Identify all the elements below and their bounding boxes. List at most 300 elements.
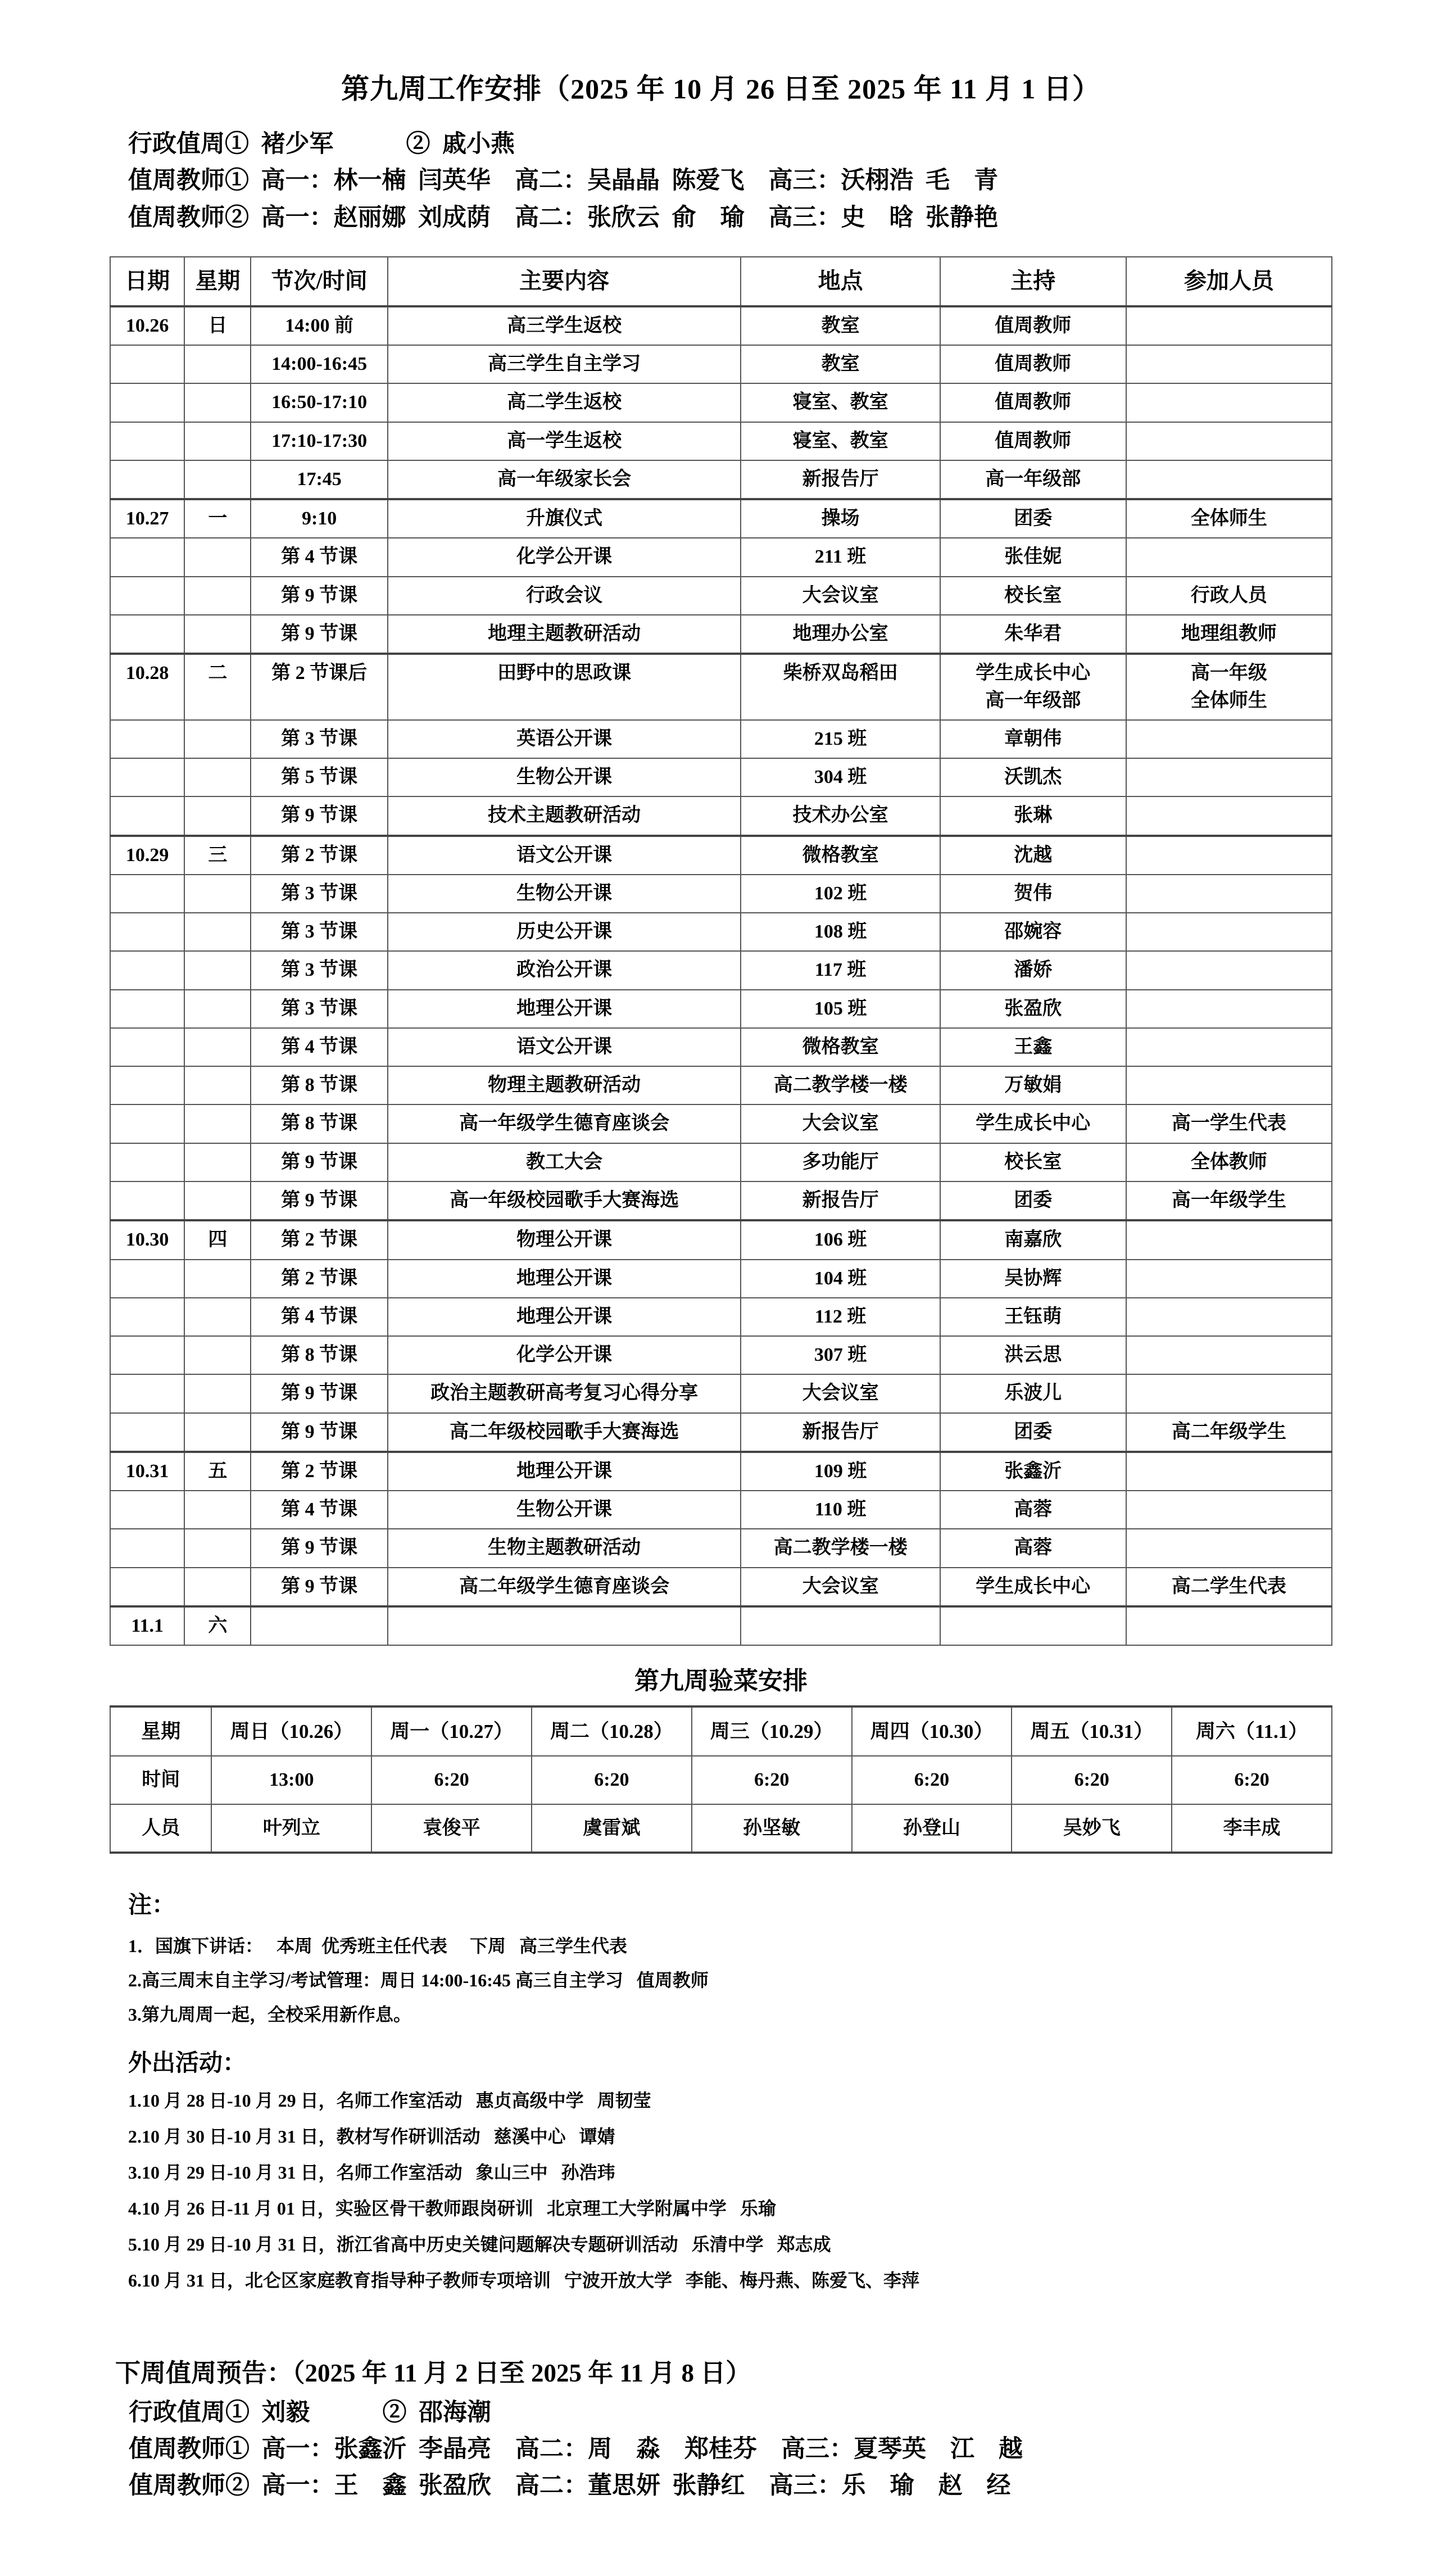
cell-host: 张佳妮 xyxy=(940,538,1126,576)
cell-period: 第 8 节课 xyxy=(251,1336,387,1374)
cell-host: 王钰萌 xyxy=(940,1298,1126,1336)
table-row xyxy=(110,1413,1332,1452)
cell-week: 日 xyxy=(184,306,251,345)
schedule-table-wrap xyxy=(0,256,1442,1646)
cell-attend xyxy=(1126,1606,1332,1645)
outside-activity-6: 6.10 月 31 日，北仑区家庭教育指导种子教师专项培训 宁波开放大学 李能、梅丹燕、陈爱飞、李萍 xyxy=(128,2270,920,2290)
outside-activities-heading: 外出活动： xyxy=(128,2050,247,2076)
cell-week xyxy=(184,1028,251,1066)
cell-place: 304 班 xyxy=(741,758,940,796)
outside-activity-1: 1.10 月 28 日-10 月 29 日，名师工作室活动 惠贞高级中学 周韧莹 xyxy=(128,2090,651,2111)
bottom-spacer xyxy=(0,2505,1442,2572)
cell-week xyxy=(184,383,251,422)
cell-host: 章朝伟 xyxy=(940,720,1126,758)
cell-week xyxy=(184,422,251,460)
cell-period: 17:10-17:30 xyxy=(251,422,387,460)
cell-content: 生物公开课 xyxy=(388,758,741,796)
table-row xyxy=(110,615,1332,654)
cell-content: 语文公开课 xyxy=(388,1028,741,1066)
cell-host: 吴协辉 xyxy=(940,1260,1126,1298)
outside-activity-2: 2.10 月 30 日-10 月 31 日，教材写作研训活动 慈溪中心 谭婧 xyxy=(128,2126,615,2147)
cell-content: 地理公开课 xyxy=(388,1298,741,1336)
cell-content: 地理公开课 xyxy=(388,1260,741,1298)
cell-date xyxy=(110,1336,184,1374)
cell-week xyxy=(184,1181,251,1220)
next-week-title: 下周值周预告：（2025 年 11 月 2 日至 2025 年 11 月 8 日） xyxy=(115,2358,751,2387)
cell-period: 第 9 节课 xyxy=(251,796,387,835)
cell-period: 9:10 xyxy=(251,499,387,538)
cell-date xyxy=(110,1568,184,1606)
col-header-content: 主要内容 xyxy=(388,257,741,306)
cell-host: 万敏娟 xyxy=(940,1066,1126,1104)
page-title: 第九周工作安排（2025 年 10 月 26 日至 2025 年 11 月 1 日） xyxy=(341,73,1101,105)
cell-attend xyxy=(1126,1066,1332,1104)
cell-date xyxy=(110,1374,184,1413)
cell-host: 值周教师 xyxy=(940,306,1126,345)
cell-content: 高三学生自主学习 xyxy=(388,345,741,383)
cell-period: 第 4 节课 xyxy=(251,1298,387,1336)
cell-period: 第 8 节课 xyxy=(251,1066,387,1104)
table-row xyxy=(110,913,1332,951)
cell-attend xyxy=(1126,758,1332,796)
veg-day: 周四（10.30） xyxy=(852,1706,1012,1756)
next-week-teacher-2: 值周教师② 高一：王 鑫 张盈欣 高二：董思妍 张静红 高三：乐 瑜 赵 经 xyxy=(129,2473,1011,2500)
cell-period: 第 2 节课 xyxy=(251,836,387,875)
cell-date xyxy=(110,345,184,383)
veg-time: 6:20 xyxy=(1172,1756,1332,1804)
next-week-teacher-1: 值周教师① 高一：张鑫沂 李晶亮 高二：周 淼 郑桂芬 高三：夏琴英 江 越 xyxy=(129,2436,1023,2463)
cell-period: 14:00-16:45 xyxy=(251,345,387,383)
cell-host: 朱华君 xyxy=(940,615,1126,654)
cell-date xyxy=(110,796,184,835)
cell-content: 技术主题教研活动 xyxy=(388,796,741,835)
cell-place xyxy=(741,1606,940,1645)
table-row xyxy=(110,1181,1332,1220)
cell-date xyxy=(110,615,184,654)
col-header-period: 节次/时间 xyxy=(251,257,387,306)
cell-attend xyxy=(1126,796,1332,835)
cell-host: 学生成长中心 xyxy=(940,1104,1126,1143)
cell-place: 104 班 xyxy=(741,1260,940,1298)
cell-week xyxy=(184,1374,251,1413)
cell-date xyxy=(110,1491,184,1529)
cell-host: 洪云思 xyxy=(940,1336,1126,1374)
table-row xyxy=(110,1568,1332,1606)
cell-place: 地理办公室 xyxy=(741,615,940,654)
cell-host: 张盈欣 xyxy=(940,990,1126,1028)
cell-attend xyxy=(1126,1028,1332,1066)
cell-date: 10.27 xyxy=(110,499,184,538)
cell-host: 值周教师 xyxy=(940,345,1126,383)
veg-table xyxy=(110,1705,1332,1854)
cell-attend xyxy=(1126,1529,1332,1567)
cell-attend xyxy=(1126,990,1332,1028)
cell-period: 第 2 节课 xyxy=(251,1452,387,1491)
veg-row-label: 时间 xyxy=(110,1756,211,1804)
veg-time: 6:20 xyxy=(532,1756,692,1804)
table-row xyxy=(110,422,1332,460)
table-row xyxy=(110,1066,1332,1104)
table-row xyxy=(110,836,1332,875)
cell-content: 田野中的思政课 xyxy=(388,654,741,720)
table-row xyxy=(110,345,1332,383)
cell-date: 10.30 xyxy=(110,1220,184,1259)
cell-place: 112 班 xyxy=(741,1298,940,1336)
cell-week: 三 xyxy=(184,836,251,875)
cell-date: 11.1 xyxy=(110,1606,184,1645)
outside-activity-5: 5.10 月 29 日-10 月 31 日，浙江省高中历史关键问题解决专题研训活动 乐清中学 郑志成 xyxy=(128,2234,831,2254)
cell-attend xyxy=(1126,951,1332,989)
veg-time: 6:20 xyxy=(852,1756,1012,1804)
veg-day: 周五（10.31） xyxy=(1012,1706,1172,1756)
cell-period: 第 2 节课 xyxy=(251,1260,387,1298)
veg-person: 袁俊平 xyxy=(371,1804,532,1853)
cell-week xyxy=(184,615,251,654)
cell-date xyxy=(110,1181,184,1220)
cell-week xyxy=(184,913,251,951)
table-row xyxy=(110,1143,1332,1181)
cell-period: 第 4 节课 xyxy=(251,538,387,576)
cell-week xyxy=(184,796,251,835)
cell-date: 10.26 xyxy=(110,306,184,345)
cell-week xyxy=(184,460,251,499)
table-row xyxy=(110,383,1332,422)
cell-week: 五 xyxy=(184,1452,251,1491)
cell-week xyxy=(184,990,251,1028)
duty-header-block xyxy=(0,112,1442,236)
cell-date xyxy=(110,1143,184,1181)
cell-place: 教室 xyxy=(741,306,940,345)
notes-section xyxy=(0,1886,1442,2298)
table-row xyxy=(110,654,1332,720)
schedule-body xyxy=(110,306,1332,1645)
cell-period: 第 9 节课 xyxy=(251,1568,387,1606)
cell-week xyxy=(184,1491,251,1529)
cell-date: 10.28 xyxy=(110,654,184,720)
cell-date xyxy=(110,538,184,576)
cell-content: 高一年级家长会 xyxy=(388,460,741,499)
cell-attend: 高二学生代表 xyxy=(1126,1568,1332,1606)
cell-week: 一 xyxy=(184,499,251,538)
cell-place: 高二教学楼一楼 xyxy=(741,1066,940,1104)
cell-place: 高二教学楼一楼 xyxy=(741,1529,940,1567)
cell-place: 215 班 xyxy=(741,720,940,758)
cell-content: 高一年级校园歌手大赛海选 xyxy=(388,1181,741,1220)
veg-table-title: 第九周验菜安排 xyxy=(634,1667,808,1695)
col-header-place: 地点 xyxy=(741,257,940,306)
cell-period: 第 8 节课 xyxy=(251,1104,387,1143)
veg-day: 周二（10.28） xyxy=(532,1706,692,1756)
cell-attend xyxy=(1126,1374,1332,1413)
note-item-3: 3.第九周周一起，全校采用新作息。 xyxy=(128,2004,412,2025)
table-row xyxy=(110,796,1332,835)
cell-content: 历史公开课 xyxy=(388,913,741,951)
cell-place: 多功能厅 xyxy=(741,1143,940,1181)
veg-person: 孙坚敏 xyxy=(692,1804,852,1853)
cell-place: 技术办公室 xyxy=(741,796,940,835)
cell-week: 六 xyxy=(184,1606,251,1645)
cell-place: 操场 xyxy=(741,499,940,538)
table-row xyxy=(110,1529,1332,1567)
cell-place: 102 班 xyxy=(741,875,940,913)
cell-content: 化学公开课 xyxy=(388,1336,741,1374)
cell-week: 二 xyxy=(184,654,251,720)
cell-place: 大会议室 xyxy=(741,1104,940,1143)
cell-host: 南嘉欣 xyxy=(940,1220,1126,1259)
schedule-table xyxy=(110,256,1332,1646)
cell-week xyxy=(184,1529,251,1567)
duty-line-admin: 行政值周① 褚少军 ② 戚小燕 xyxy=(128,131,515,157)
cell-content: 英语公开课 xyxy=(388,720,741,758)
cell-week xyxy=(184,1104,251,1143)
col-header-attend: 参加人员 xyxy=(1126,257,1332,306)
table-row xyxy=(110,720,1332,758)
cell-attend xyxy=(1126,1336,1332,1374)
cell-attend: 高一学生代表 xyxy=(1126,1104,1332,1143)
cell-attend: 行政人员 xyxy=(1126,577,1332,615)
cell-period: 第 9 节课 xyxy=(251,1374,387,1413)
table-row xyxy=(110,538,1332,576)
cell-place: 新报告厅 xyxy=(741,460,940,499)
cell-place: 106 班 xyxy=(741,1220,940,1259)
table-row xyxy=(110,1452,1332,1491)
cell-host: 值周教师 xyxy=(940,422,1126,460)
cell-host: 邵婉容 xyxy=(940,913,1126,951)
cell-host: 沈越 xyxy=(940,836,1126,875)
veg-day: 周日（10.26） xyxy=(211,1706,371,1756)
veg-day: 周一（10.27） xyxy=(371,1706,532,1756)
cell-place: 新报告厅 xyxy=(741,1413,940,1452)
cell-date xyxy=(110,1529,184,1567)
cell-period: 第 9 节课 xyxy=(251,1143,387,1181)
veg-day: 周三（10.29） xyxy=(692,1706,852,1756)
cell-date xyxy=(110,990,184,1028)
cell-attend xyxy=(1126,1220,1332,1259)
note-item-1: 1．国旗下讲话： 本周 优秀班主任代表 下周 高三学生代表 xyxy=(128,1936,628,1957)
cell-content: 行政会议 xyxy=(388,577,741,615)
next-week-admin: 行政值周① 刘毅 ② 邵海潮 xyxy=(129,2399,491,2426)
veg-time: 6:20 xyxy=(1012,1756,1172,1804)
cell-attend: 高二年级学生 xyxy=(1126,1413,1332,1452)
cell-period: 第 9 节课 xyxy=(251,615,387,654)
cell-attend xyxy=(1126,383,1332,422)
cell-period: 第 9 节课 xyxy=(251,1413,387,1452)
cell-period: 第 3 节课 xyxy=(251,720,387,758)
cell-host: 团委 xyxy=(940,1413,1126,1452)
cell-host: 团委 xyxy=(940,1181,1126,1220)
cell-date xyxy=(110,383,184,422)
veg-person: 叶列立 xyxy=(211,1804,371,1853)
cell-content: 生物主题教研活动 xyxy=(388,1529,741,1567)
cell-attend xyxy=(1126,913,1332,951)
cell-place: 211 班 xyxy=(741,538,940,576)
cell-period: 第 2 节课 xyxy=(251,1220,387,1259)
cell-date xyxy=(110,720,184,758)
cell-attend xyxy=(1126,1260,1332,1298)
cell-date xyxy=(110,422,184,460)
cell-date: 10.31 xyxy=(110,1452,184,1491)
cell-period: 第 9 节课 xyxy=(251,577,387,615)
cell-place: 柴桥双岛稻田 xyxy=(741,654,940,720)
cell-period: 第 2 节课后 xyxy=(251,654,387,720)
cell-week xyxy=(184,538,251,576)
cell-week xyxy=(184,758,251,796)
cell-period: 16:50-17:10 xyxy=(251,383,387,422)
cell-week xyxy=(184,720,251,758)
note-item-2: 2.高三周末自主学习/考试管理：周日 14:00-16:45 高三自主学习 值周教师 xyxy=(128,1970,709,1991)
cell-place: 微格教室 xyxy=(741,836,940,875)
cell-attend xyxy=(1126,538,1332,576)
cell-week xyxy=(184,1336,251,1374)
cell-content: 升旗仪式 xyxy=(388,499,741,538)
veg-body xyxy=(110,1706,1332,1853)
cell-attend xyxy=(1126,1452,1332,1491)
table-row xyxy=(110,1104,1332,1143)
table-row xyxy=(110,460,1332,499)
cell-week: 四 xyxy=(184,1220,251,1259)
cell-host: 潘娇 xyxy=(940,951,1126,989)
cell-content: 物理公开课 xyxy=(388,1220,741,1259)
cell-place: 307 班 xyxy=(741,1336,940,1374)
cell-content: 高二学生返校 xyxy=(388,383,741,422)
cell-week xyxy=(184,1260,251,1298)
cell-attend xyxy=(1126,836,1332,875)
cell-date xyxy=(110,758,184,796)
veg-time: 13:00 xyxy=(211,1756,371,1804)
veg-person: 吴妙飞 xyxy=(1012,1804,1172,1853)
cell-date xyxy=(110,1298,184,1336)
duty-line-teacher-2: 值周教师② 高一：赵丽娜 刘成荫 高二：张欣云 俞 瑜 高三：史 晗 张静艳 xyxy=(128,204,998,231)
table-row xyxy=(110,1028,1332,1066)
table-row xyxy=(110,306,1332,345)
col-header-host: 主持 xyxy=(940,257,1126,306)
veg-person: 孙登山 xyxy=(852,1804,1012,1853)
table-row xyxy=(110,1260,1332,1298)
cell-period: 第 9 节课 xyxy=(251,1529,387,1567)
cell-content: 物理主题教研活动 xyxy=(388,1066,741,1104)
cell-content: 政治公开课 xyxy=(388,951,741,989)
cell-week xyxy=(184,875,251,913)
cell-content: 高一学生返校 xyxy=(388,422,741,460)
cell-place: 大会议室 xyxy=(741,1374,940,1413)
cell-place: 110 班 xyxy=(741,1491,940,1529)
cell-period: 第 3 节课 xyxy=(251,951,387,989)
cell-content: 生物公开课 xyxy=(388,1491,741,1529)
cell-place: 大会议室 xyxy=(741,1568,940,1606)
veg-table-row xyxy=(110,1804,1332,1853)
table-row xyxy=(110,875,1332,913)
cell-content: 政治主题教研高考复习心得分享 xyxy=(388,1374,741,1413)
veg-table-row xyxy=(110,1706,1332,1756)
cell-content: 高二年级学生德育座谈会 xyxy=(388,1568,741,1606)
cell-attend xyxy=(1126,422,1332,460)
veg-person: 虞雷斌 xyxy=(532,1804,692,1853)
table-row xyxy=(110,1491,1332,1529)
cell-content: 高一年级学生德育座谈会 xyxy=(388,1104,741,1143)
cell-place: 108 班 xyxy=(741,913,940,951)
veg-time: 6:20 xyxy=(692,1756,852,1804)
cell-host xyxy=(940,1606,1126,1645)
cell-date xyxy=(110,460,184,499)
cell-date xyxy=(110,1413,184,1452)
veg-day: 周六（11.1） xyxy=(1172,1706,1332,1756)
cell-week xyxy=(184,1568,251,1606)
cell-week xyxy=(184,1298,251,1336)
schedule-header-row xyxy=(110,257,1332,306)
outside-activity-4: 4.10 月 26 日-11 月 01 日，实验区骨干教师跟岗研训 北京理工大学附属中学 乐瑜 xyxy=(128,2198,776,2219)
cell-place: 寝室、教室 xyxy=(741,383,940,422)
cell-content: 化学公开课 xyxy=(388,538,741,576)
cell-content: 教工大会 xyxy=(388,1143,741,1181)
cell-week xyxy=(184,1413,251,1452)
cell-content: 高三学生返校 xyxy=(388,306,741,345)
cell-content: 高二年级校园歌手大赛海选 xyxy=(388,1413,741,1452)
cell-date xyxy=(110,577,184,615)
cell-host: 王鑫 xyxy=(940,1028,1126,1066)
cell-host: 团委 xyxy=(940,499,1126,538)
table-row xyxy=(110,1336,1332,1374)
cell-week xyxy=(184,577,251,615)
cell-attend: 地理组教师 xyxy=(1126,615,1332,654)
cell-date xyxy=(110,875,184,913)
cell-place: 117 班 xyxy=(741,951,940,989)
cell-period xyxy=(251,1606,387,1645)
cell-period: 第 9 节课 xyxy=(251,1181,387,1220)
table-row xyxy=(110,1374,1332,1413)
col-header-week: 星期 xyxy=(184,257,251,306)
cell-host: 高蓉 xyxy=(940,1529,1126,1567)
cell-place: 寝室、教室 xyxy=(741,422,940,460)
table-row xyxy=(110,1606,1332,1645)
cell-place: 109 班 xyxy=(741,1452,940,1491)
veg-time: 6:20 xyxy=(371,1756,532,1804)
veg-row-label: 星期 xyxy=(110,1706,211,1756)
cell-period: 第 3 节课 xyxy=(251,875,387,913)
cell-host: 学生成长中心 xyxy=(940,1568,1126,1606)
cell-host: 学生成长中心 高一年级部 xyxy=(940,654,1126,720)
table-row xyxy=(110,1220,1332,1259)
cell-host: 校长室 xyxy=(940,1143,1126,1181)
cell-attend xyxy=(1126,1298,1332,1336)
cell-content: 语文公开课 xyxy=(388,836,741,875)
cell-attend: 全体教师 xyxy=(1126,1143,1332,1181)
cell-host: 值周教师 xyxy=(940,383,1126,422)
outside-activity-3: 3.10 月 29 日-10 月 31 日，名师工作室活动 象山三中 孙浩玮 xyxy=(128,2162,615,2183)
cell-host: 张鑫沂 xyxy=(940,1452,1126,1491)
cell-content xyxy=(388,1606,741,1645)
cell-place: 105 班 xyxy=(741,990,940,1028)
veg-table-row xyxy=(110,1756,1332,1804)
cell-date xyxy=(110,913,184,951)
cell-date xyxy=(110,1104,184,1143)
cell-place: 新报告厅 xyxy=(741,1181,940,1220)
veg-table-wrap xyxy=(0,1705,1442,1854)
cell-week xyxy=(184,1143,251,1181)
cell-place: 大会议室 xyxy=(741,577,940,615)
cell-host: 张琳 xyxy=(940,796,1126,835)
cell-attend: 全体师生 xyxy=(1126,499,1332,538)
table-row xyxy=(110,577,1332,615)
table-row xyxy=(110,990,1332,1028)
cell-host: 校长室 xyxy=(940,577,1126,615)
cell-attend xyxy=(1126,460,1332,499)
cell-place: 教室 xyxy=(741,345,940,383)
cell-week xyxy=(184,1066,251,1104)
table-row xyxy=(110,499,1332,538)
cell-place: 微格教室 xyxy=(741,1028,940,1066)
cell-content: 地理公开课 xyxy=(388,990,741,1028)
cell-content: 生物公开课 xyxy=(388,875,741,913)
